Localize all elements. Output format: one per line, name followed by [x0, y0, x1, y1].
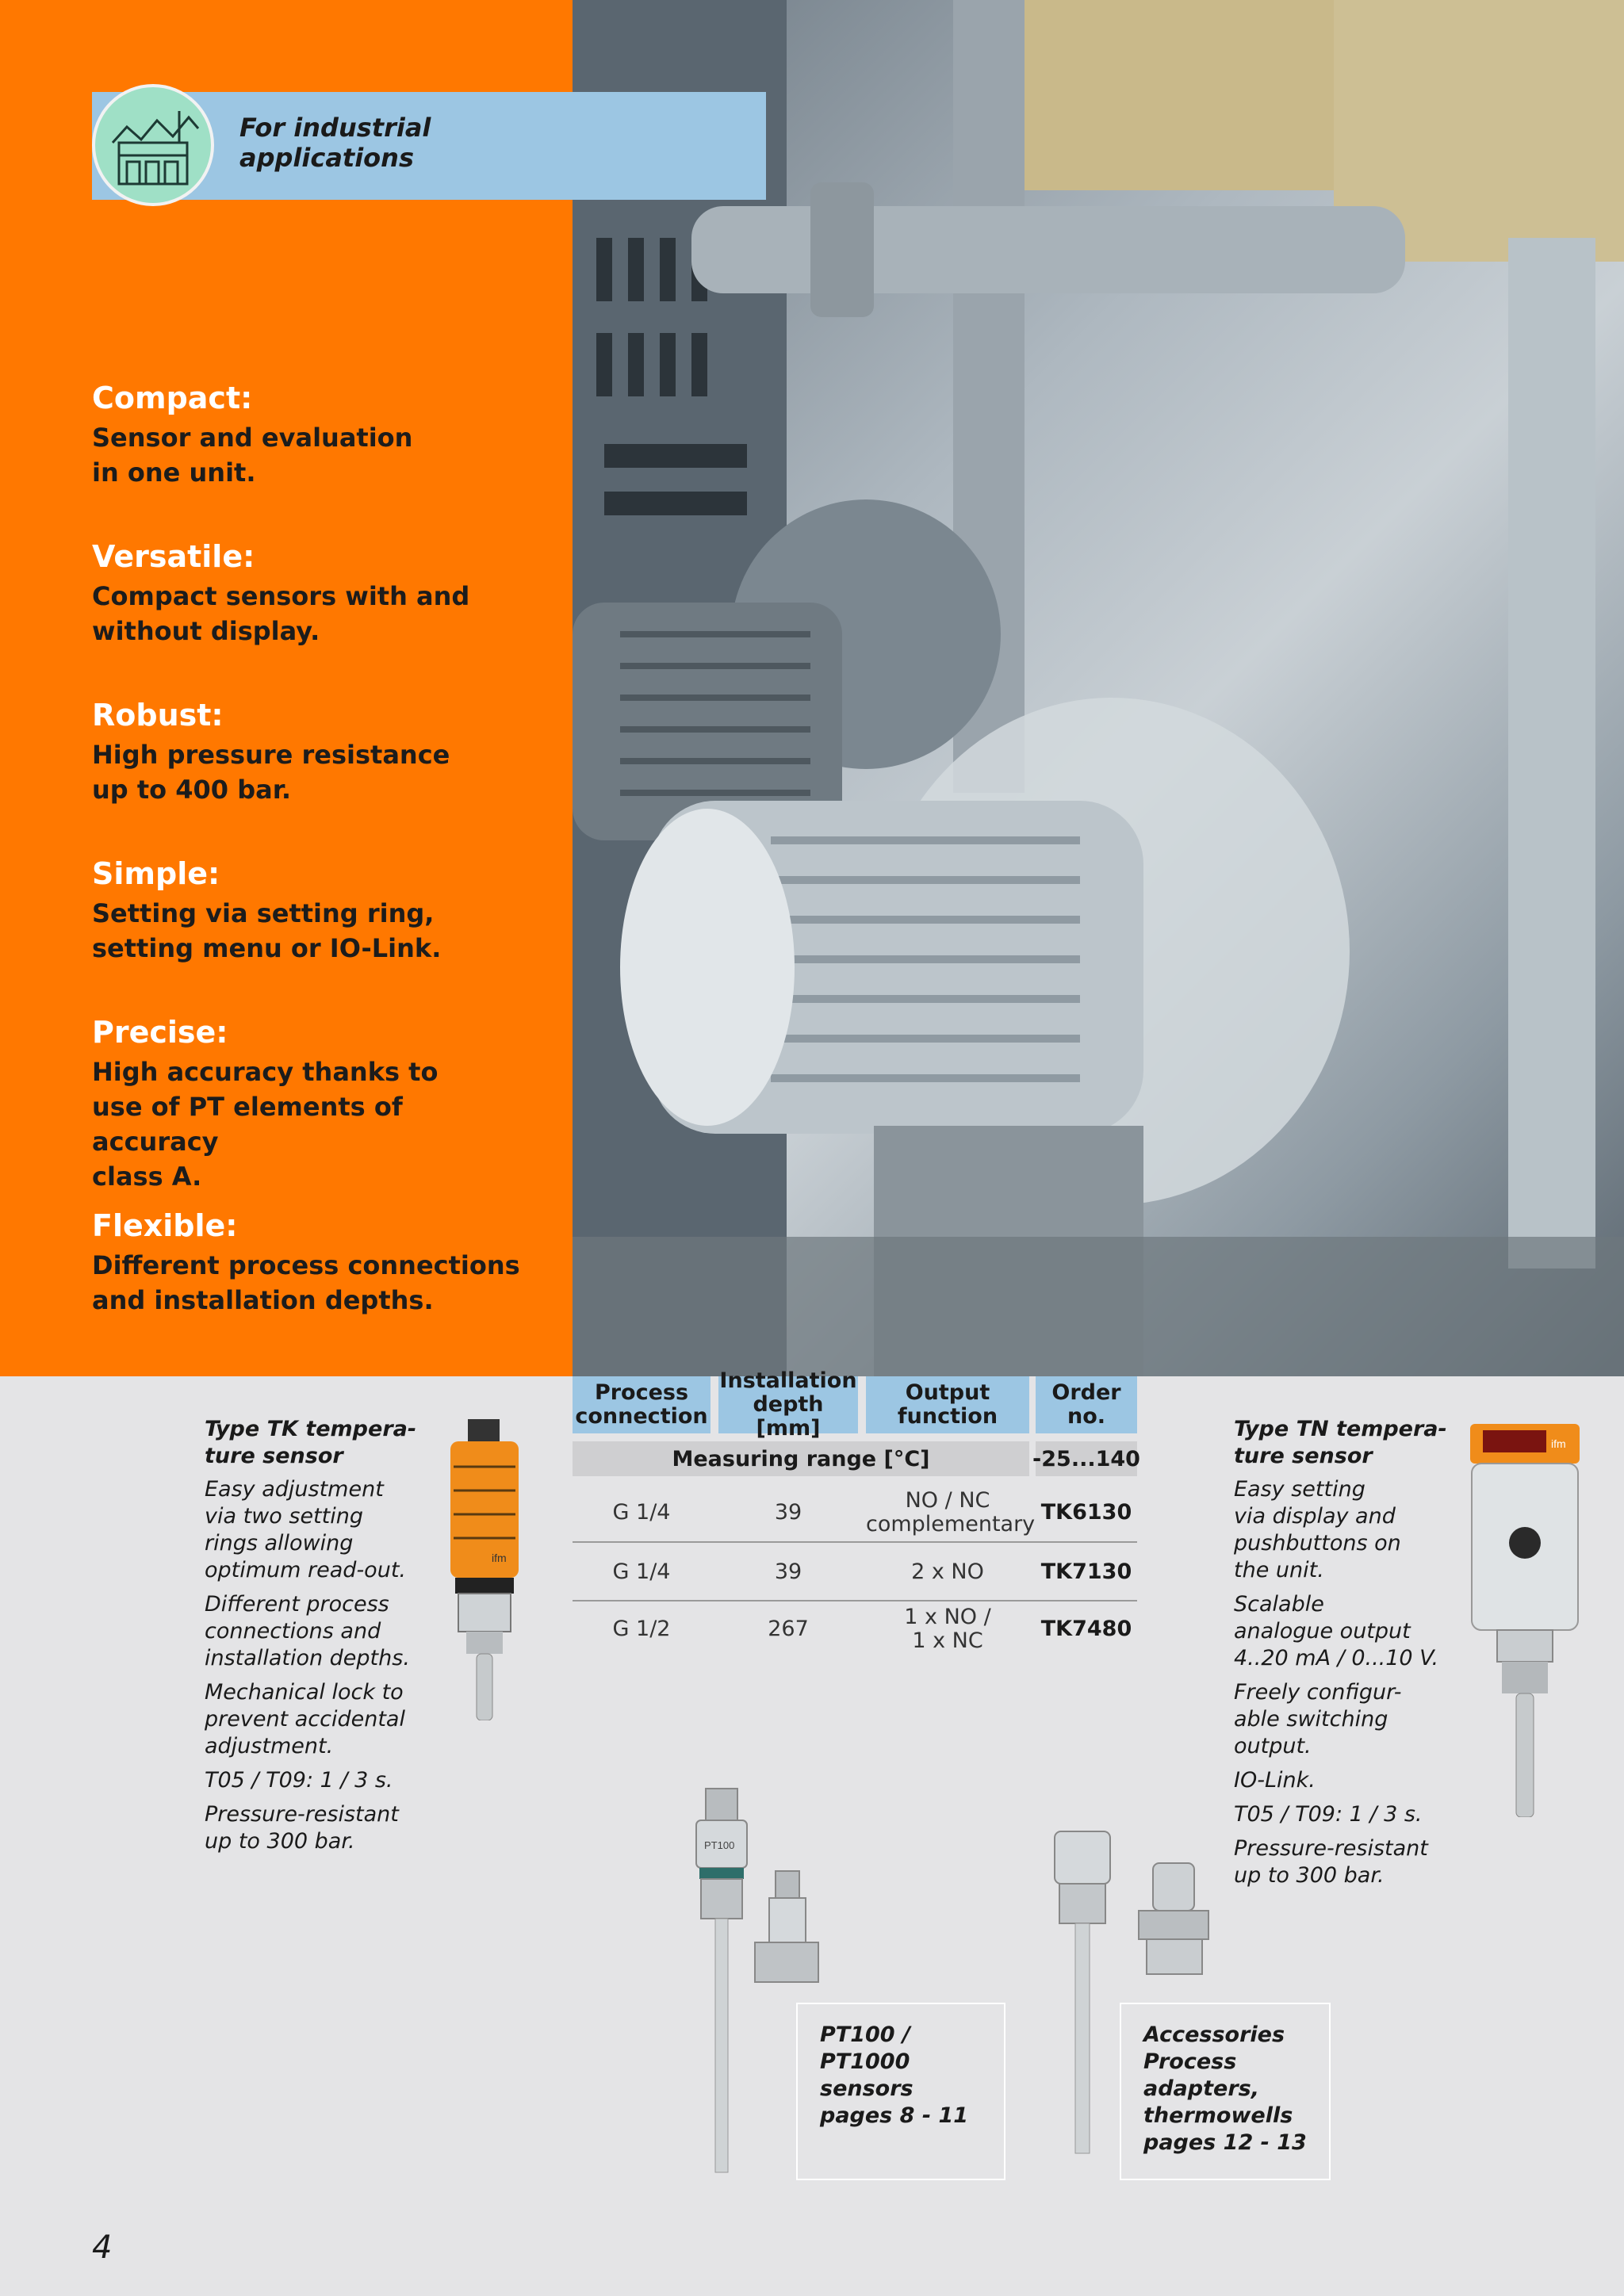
cell-connection: G 1/4	[612, 1500, 671, 1525]
tn-sensor-image	[1465, 1424, 1584, 1817]
tn-line: IO-Link.	[1234, 1768, 1316, 1793]
banner-title	[239, 113, 715, 173]
cell-output-line: 1 x NC	[912, 1628, 983, 1653]
cell-order: TK6130	[1040, 1500, 1132, 1525]
feature-heading: Robust:	[92, 698, 224, 733]
pt-sensors-callout[interactable]	[796, 2003, 1005, 2180]
tn-para	[1234, 1476, 1472, 1584]
th-line: Output	[905, 1380, 990, 1405]
measuring-range-value: -25...140	[1036, 1441, 1137, 1476]
tk-line: installation depths.	[205, 1646, 410, 1670]
tk-para	[205, 1679, 427, 1760]
callout-line: sensors	[820, 2076, 914, 2101]
feature-line: Compact sensors with and	[92, 581, 470, 611]
th-installation-depth	[718, 1368, 858, 1441]
cell-connection: G 1/4	[612, 1559, 671, 1584]
tk-line: connections and	[205, 1619, 381, 1644]
tk-para	[205, 1591, 427, 1672]
tn-line: output.	[1234, 1734, 1312, 1758]
pipe-horizontal	[691, 206, 1405, 293]
tn-line: pushbuttons on	[1234, 1531, 1401, 1556]
pt-label: PT100	[704, 1839, 735, 1851]
cell-output	[866, 1603, 1029, 1655]
machinery-illustration	[573, 0, 1624, 1376]
callout-line: Process	[1143, 2049, 1237, 2074]
th-line: depth [mm]	[753, 1392, 824, 1441]
callout-line: thermowells	[1143, 2103, 1293, 2128]
feature-text	[92, 579, 536, 649]
feature-text	[92, 737, 536, 807]
tn-line: up to 300 bar.	[1234, 1863, 1385, 1888]
tn-title-line: ture sensor	[1234, 1444, 1373, 1468]
feature-line: and installation depths.	[92, 1285, 434, 1315]
feature-line: use of PT elements of accuracy	[92, 1092, 403, 1157]
tk-title-line: ture sensor	[205, 1444, 343, 1468]
tk-line: via two setting	[205, 1504, 363, 1529]
feature-text	[92, 896, 536, 966]
feature-heading: Flexible:	[92, 1208, 238, 1243]
tn-line: Pressure-resistant	[1234, 1836, 1428, 1861]
tn-line: via display and	[1234, 1504, 1396, 1529]
feature-heading: Simple:	[92, 856, 220, 891]
tk-brand-label: ifm	[492, 1552, 507, 1564]
cell-output	[866, 1483, 1036, 1543]
banner-line-2: applications	[239, 143, 414, 173]
cell-depth: 267	[768, 1617, 809, 1641]
feature-compact	[92, 379, 536, 490]
tn-para	[1234, 1835, 1472, 1889]
feature-heading: Versatile:	[92, 539, 255, 574]
tk-line: prevent accidental	[205, 1707, 405, 1732]
tn-line: T05 / T09: 1 / 3 s.	[1234, 1802, 1423, 1827]
factory-icon-graphic	[95, 87, 211, 203]
tk-description	[205, 1416, 427, 1862]
tk-title-line: Type TK tempera-	[205, 1417, 417, 1441]
feature-line: setting menu or IO-Link.	[92, 933, 442, 963]
feature-line: Setting via setting ring,	[92, 898, 435, 928]
tk-para	[205, 1767, 427, 1794]
th-line: Process	[594, 1380, 689, 1405]
tn-line: 4..20 mA / 0...10 V.	[1234, 1646, 1439, 1670]
callout-line: pages 12 - 13	[1143, 2130, 1307, 2155]
feature-precise	[92, 1013, 536, 1194]
th-order-no	[1036, 1376, 1137, 1433]
tn-line: able switching	[1234, 1707, 1388, 1732]
feature-line: class A.	[92, 1161, 202, 1192]
tk-line: Pressure-resistant	[205, 1802, 399, 1827]
cell-order: TK7480	[1040, 1617, 1132, 1641]
feature-line: Different process connections	[92, 1250, 520, 1280]
measuring-range-label: Measuring range [°C]	[573, 1441, 1029, 1476]
tk-sensor-image	[435, 1419, 538, 1720]
th-output-function	[866, 1376, 1029, 1433]
feature-heading: Compact:	[92, 381, 253, 415]
tn-line: Freely configur-	[1234, 1680, 1402, 1705]
feature-simple	[92, 855, 536, 966]
row-divider	[573, 1600, 1137, 1601]
feature-text	[92, 1054, 536, 1194]
tn-line: Easy setting	[1234, 1477, 1365, 1502]
th-line: Installation	[719, 1368, 857, 1393]
th-line: function	[897, 1404, 998, 1429]
tn-line: the unit.	[1234, 1558, 1324, 1582]
cell-connection: G 1/2	[612, 1617, 671, 1641]
feature-heading: Precise:	[92, 1015, 228, 1050]
callout-line: PT100 / PT1000	[820, 2022, 910, 2074]
callout-line: pages 8 - 11	[820, 2103, 969, 2128]
tk-line: rings allowing	[205, 1531, 354, 1556]
factory-icon	[92, 84, 214, 206]
tk-title	[205, 1416, 427, 1470]
cell-output-line: 1 x NO /	[904, 1605, 991, 1629]
banner-line-1: For industrial	[239, 113, 431, 143]
cell-order: TK7130	[1040, 1559, 1132, 1584]
pipe-vertical-right	[1508, 238, 1595, 1269]
industrial-photo	[573, 0, 1624, 1376]
cell-output-line: complementary	[866, 1512, 1036, 1536]
tn-title	[1234, 1416, 1472, 1470]
th-line: connection	[575, 1404, 708, 1429]
tn-title-line: Type TN tempera-	[1234, 1417, 1447, 1441]
tk-line: adjustment.	[205, 1734, 334, 1758]
feature-line: in one unit.	[92, 457, 256, 488]
tn-line: analogue output	[1234, 1619, 1411, 1644]
page-number: 4	[92, 2229, 113, 2266]
feature-versatile	[92, 538, 536, 649]
feature-flexible	[92, 1207, 536, 1318]
cell-output	[866, 1544, 1029, 1600]
feature-line: without display.	[92, 616, 320, 646]
tk-line: optimum read-out.	[205, 1558, 406, 1582]
th-process-connection	[573, 1376, 710, 1433]
feature-line: Sensor and evaluation	[92, 423, 413, 453]
tk-line: up to 300 bar.	[205, 1829, 355, 1854]
tn-line: Scalable	[1234, 1592, 1324, 1617]
cell-depth: 39	[774, 1559, 802, 1584]
cell-output-line: NO / NC	[905, 1488, 990, 1513]
feature-line: up to 400 bar.	[92, 775, 292, 805]
cell-output-line: 2 x NO	[911, 1559, 984, 1584]
tk-para	[205, 1801, 427, 1855]
feature-line: High pressure resistance	[92, 740, 450, 770]
tk-line: Mechanical lock to	[205, 1680, 404, 1705]
tk-line: Easy adjustment	[205, 1477, 384, 1502]
tk-line: T05 / T09: 1 / 3 s.	[205, 1768, 393, 1793]
feature-text	[92, 420, 536, 490]
th-line: Order no.	[1051, 1380, 1121, 1429]
accessories-callout[interactable]	[1120, 2003, 1331, 2180]
feature-text	[92, 1248, 536, 1318]
callout-line: Accessories	[1143, 2022, 1285, 2047]
tn-para	[1234, 1767, 1472, 1794]
tk-line: Different process	[205, 1592, 389, 1617]
tn-brand-label: ifm	[1551, 1437, 1566, 1450]
cell-depth: 39	[774, 1500, 802, 1525]
tn-description	[1234, 1416, 1472, 1896]
tk-para	[205, 1476, 427, 1584]
callout-line: adapters,	[1143, 2076, 1259, 2101]
feature-robust	[92, 696, 536, 807]
tn-para	[1234, 1801, 1472, 1828]
tn-para	[1234, 1591, 1472, 1672]
feature-line: High accuracy thanks to	[92, 1057, 439, 1087]
row-divider	[573, 1541, 1137, 1543]
tn-para	[1234, 1679, 1472, 1760]
